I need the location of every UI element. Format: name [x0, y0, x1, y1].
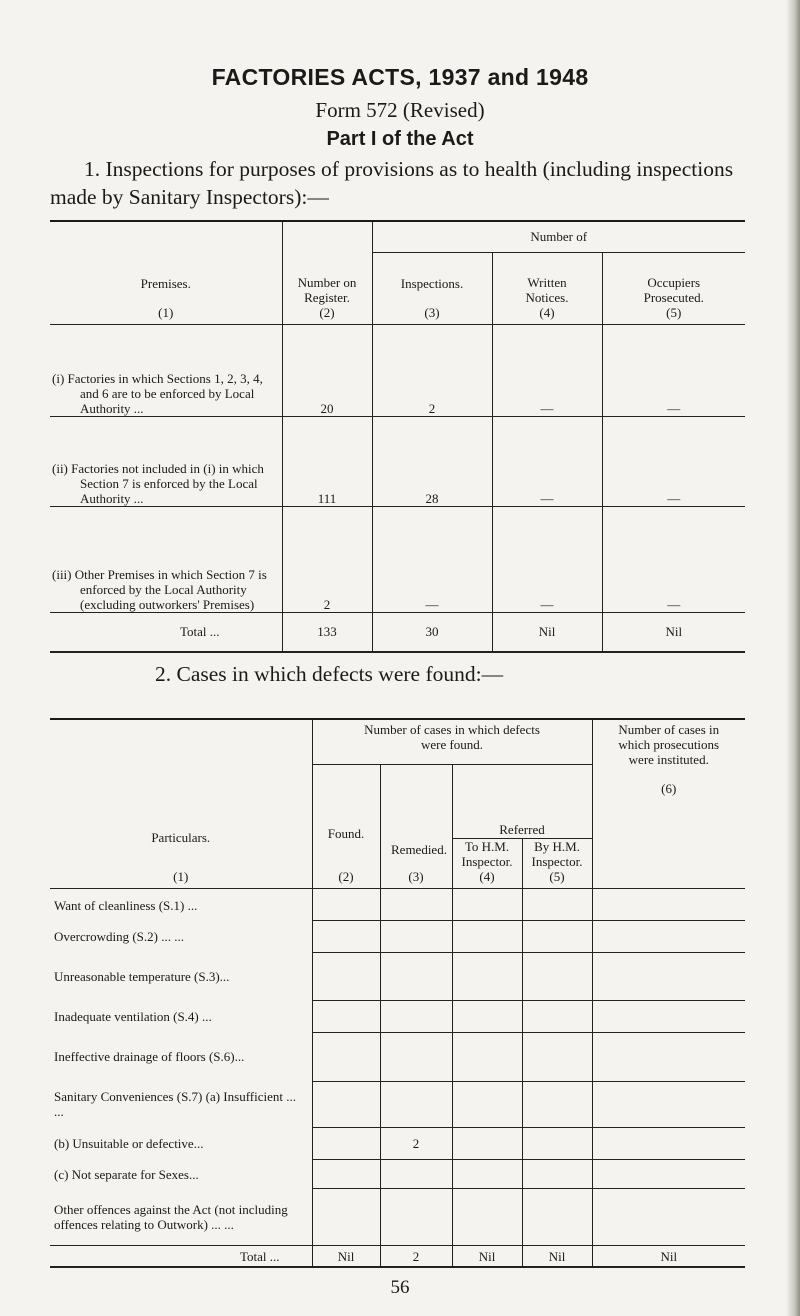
section2-heading: 2. Cases in which defects were found:— [155, 662, 504, 686]
premises-cell: (ii) Factories not included in (i) in which Section 7 is enforced by the Local Authority ... [50, 416, 282, 506]
total-label: Total ... [50, 1246, 312, 1267]
by-hmi-cell [522, 1081, 592, 1127]
particulars-cell: (b) Unsuitable or defective... [54, 1135, 204, 1151]
by-hmi-cell [522, 1128, 592, 1160]
prosecutions-cell [592, 889, 745, 921]
total-by-hmi: Nil [522, 1246, 592, 1267]
found-cell [312, 889, 380, 921]
col-register-header: Number on Register. (2) [282, 222, 372, 324]
found-cell [312, 1189, 380, 1246]
table-row [50, 416, 745, 506]
table-row [50, 952, 745, 1001]
by-hmi-cell [522, 1159, 592, 1189]
number-of-group-header: Number of [372, 222, 745, 252]
referred-header: Referred [453, 820, 592, 839]
prosecuted-cell: — [602, 324, 745, 416]
by-hmi-cell [522, 1189, 592, 1246]
to-hmi-cell [452, 1159, 522, 1189]
found-cell [312, 1033, 380, 1082]
register-cell: 111 [282, 416, 372, 506]
prosecutions-cell [592, 1001, 745, 1033]
table-row [50, 889, 745, 921]
found-cell [312, 952, 380, 1001]
col-found-header: Found. (2) [312, 764, 380, 889]
page-number: 56 [390, 1277, 410, 1298]
prosecutions-cell [592, 921, 745, 953]
table-row [50, 1033, 745, 1082]
col-to-hmi-header: To H.M. Inspector. (4) [461, 839, 513, 885]
table-row [50, 1128, 745, 1160]
found-cell [312, 1001, 380, 1033]
notices-cell: — [492, 416, 602, 506]
by-hmi-cell [522, 952, 592, 1001]
register-cell: 20 [282, 324, 372, 416]
particulars-cell: Sanitary Conveniences (S.7) (a) Insufficient ... ... [54, 1089, 296, 1120]
register-cell: 2 [282, 506, 372, 612]
col-prosecutions-header: Number of cases in which prosecutions were instituted. (6) [592, 720, 745, 889]
col-notices-header: Written Notices. (4) [492, 252, 602, 324]
total-found: Nil [312, 1246, 380, 1267]
to-hmi-cell [452, 889, 522, 921]
col-premises-header: Premises. (1) [140, 275, 191, 320]
total-row [50, 1246, 745, 1267]
part-heading: Part I of the Act [326, 128, 474, 150]
to-hmi-cell [452, 921, 522, 953]
table-row [50, 1001, 745, 1033]
to-hmi-cell [452, 1001, 522, 1033]
inspections-cell: 28 [372, 416, 492, 506]
particulars-cell: Unreasonable temperature (S.3)... [54, 969, 230, 985]
premises-cell: (iii) Other Premises in which Section 7 is enforced by the Local Authority (excluding outworkers' Premises) [50, 506, 282, 612]
remedied-cell [380, 1033, 452, 1082]
found-cell [312, 1081, 380, 1127]
inspections-cell: — [372, 506, 492, 612]
inspections-table [50, 222, 745, 653]
total-register: 133 [282, 612, 372, 652]
to-hmi-cell [452, 1189, 522, 1246]
form-number: Form 572 (Revised) [315, 98, 485, 122]
total-inspections: 30 [372, 612, 492, 652]
by-hmi-cell [522, 1033, 592, 1082]
table-row [50, 506, 745, 612]
prosecutions-cell [592, 1128, 745, 1160]
col-inspections-header: Inspections. (3) [372, 252, 492, 324]
table-row [50, 324, 745, 416]
total-label: Total ... [50, 612, 282, 652]
particulars-cell: Other offences against the Act (not including offences relating to Outwork) ... ... [54, 1202, 288, 1233]
col-remedied-header: Remedied. (3) [380, 764, 452, 889]
col-particulars-header: Particulars. (1) [151, 830, 211, 885]
notices-cell: — [492, 324, 602, 416]
particulars-cell: Want of cleanliness (S.1) ... [50, 889, 312, 921]
document-title: FACTORIES ACTS, 1937 and 1948 [211, 64, 589, 90]
particulars-cell: (c) Not separate for Sexes... [54, 1166, 199, 1182]
cases-found-group-header: Number of cases in which defects were found. [312, 720, 592, 764]
notices-cell: — [492, 506, 602, 612]
remedied-cell [380, 921, 452, 953]
total-remedied: 2 [380, 1246, 452, 1267]
remedied-cell [380, 952, 452, 1001]
to-hmi-cell [452, 1081, 522, 1127]
prosecutions-cell [592, 952, 745, 1001]
prosecutions-cell [592, 1081, 745, 1127]
to-hmi-cell [452, 1128, 522, 1160]
total-notices: Nil [492, 612, 602, 652]
total-to-hmi: Nil [452, 1246, 522, 1267]
table-row [50, 1081, 745, 1127]
total-row [50, 612, 745, 652]
defects-table [50, 720, 745, 1268]
table-row [50, 1159, 745, 1189]
remedied-cell [380, 889, 452, 921]
remedied-cell [380, 1001, 452, 1033]
particulars-cell: Ineffective drainage of floors (S.6)... [54, 1049, 245, 1065]
section1-heading: 1. Inspections for purposes of provisions as to health (including inspections made by Sanitary Inspectors):— [50, 157, 734, 209]
particulars-cell: Overcrowding (S.2) ... ... [54, 928, 184, 944]
by-hmi-cell [522, 889, 592, 921]
by-hmi-cell [522, 1001, 592, 1033]
found-cell [312, 921, 380, 953]
inspections-cell: 2 [372, 324, 492, 416]
found-cell [312, 1128, 380, 1160]
prosecuted-cell: — [602, 506, 745, 612]
premises-cell: (i) Factories in which Sections 1, 2, 3, 4, and 6 are to be enforced by Local Authority ... [50, 324, 282, 416]
particulars-cell: Inadequate ventilation (S.4) ... [54, 1009, 212, 1025]
total-prosecuted: Nil [602, 612, 745, 652]
by-hmi-cell [522, 921, 592, 953]
page-edge-shadow [786, 0, 800, 1316]
col-prosecuted-header: Occupiers Prosecuted. (5) [602, 252, 745, 324]
prosecutions-cell [592, 1159, 745, 1189]
total-prosecutions: Nil [592, 1246, 745, 1267]
found-cell [312, 1159, 380, 1189]
to-hmi-cell [452, 1033, 522, 1082]
prosecuted-cell: — [602, 416, 745, 506]
col-by-hmi-header: By H.M. Inspector. (5) [522, 839, 592, 888]
to-hmi-cell [452, 952, 522, 1001]
remedied-cell: 2 [380, 1128, 452, 1160]
prosecutions-cell [592, 1189, 745, 1246]
remedied-cell [380, 1159, 452, 1189]
prosecutions-cell [592, 1033, 745, 1082]
table-row [50, 921, 745, 953]
table-row [50, 1189, 745, 1246]
remedied-cell [380, 1189, 452, 1246]
remedied-cell [380, 1081, 452, 1127]
referred-group [452, 764, 592, 889]
